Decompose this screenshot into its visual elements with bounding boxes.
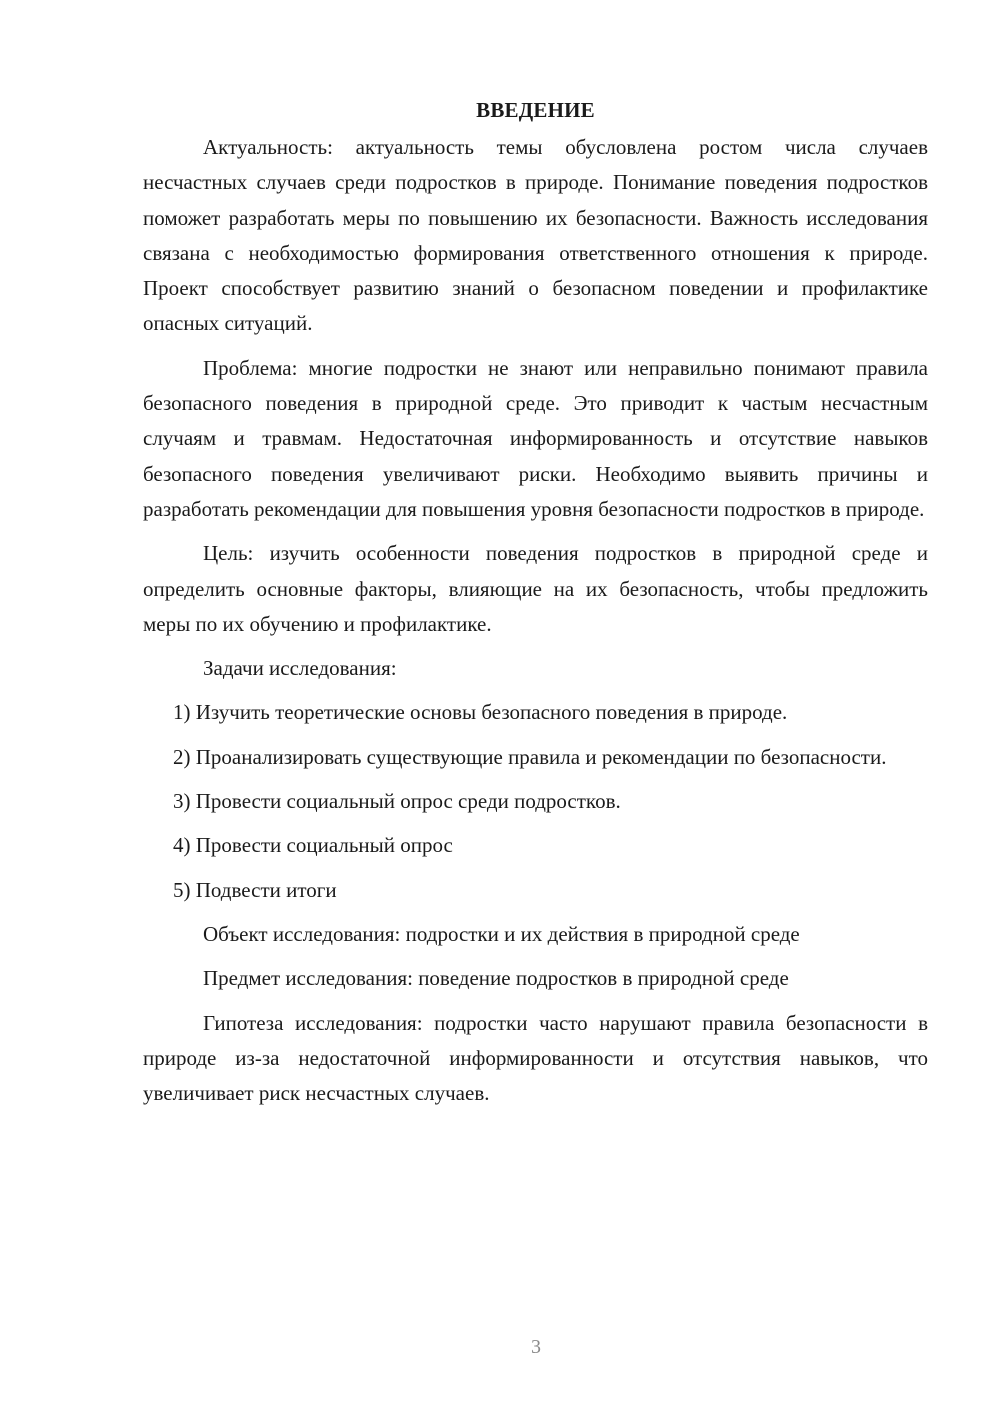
task-item-2: 2) Проанализировать существующие правила и рекомендации по безопасности. [173,744,887,769]
task-item-3: 3) Провести социальный опрос среди подростков. [173,789,621,814]
page-number: 3 [531,1336,541,1358]
task-item-1: 1) Изучить теоретические основы безопасного поведения в природе. [173,700,788,725]
problem-paragraph: Проблема: многие подростки не знают или неправильно понимают правила безопасного поведения в природной среде. Это приводит к частым несчастным случаям и травмам. Недостаточная информированность и отсутствие навыков безопасного поведения увеличивают риски. Необходимо выявить причины и разработать рекомендации для повышения уровня безопасности подростков в природе. [143,355,928,521]
task-item-4: 4) Провести социальный опрос [173,833,453,858]
research-object: Объект исследования: подростки и их действия в природной среде [203,921,800,946]
relevance-paragraph: Актуальность: актуальность темы обусловлена ростом числа случаев несчастных случаев среди подростков в природе. Понимание поведения подростков поможет разработать меры по повышению их безопасности. Важность исследования связана с необходимостью формирования ответственного отношения к природе. Проект способствует развитию знаний о безопасном поведении и профилактике опасных ситуаций. [143,135,928,336]
research-subject: Предмет исследования: поведение подростков в природной среде [203,966,789,991]
task-item-5: 5) Подвести итоги [173,877,337,902]
tasks-heading: Задачи исследования: [203,656,397,681]
goal-paragraph: Цель: изучить особенности поведения подростков в природной среде и определить основные факторы, влияющие на их безопасность, чтобы предложить меры по их обучению и профилактике. [143,541,928,636]
page-content [143,92,928,1120]
section-title: ВВЕДЕНИЕ [476,98,595,122]
research-hypothesis: Гипотеза исследования: подростки часто нарушают правила безопасности в природе из-за недостаточной информированности и отсутствия навыков, что увеличивает риск несчастных случаев. [143,1010,928,1106]
